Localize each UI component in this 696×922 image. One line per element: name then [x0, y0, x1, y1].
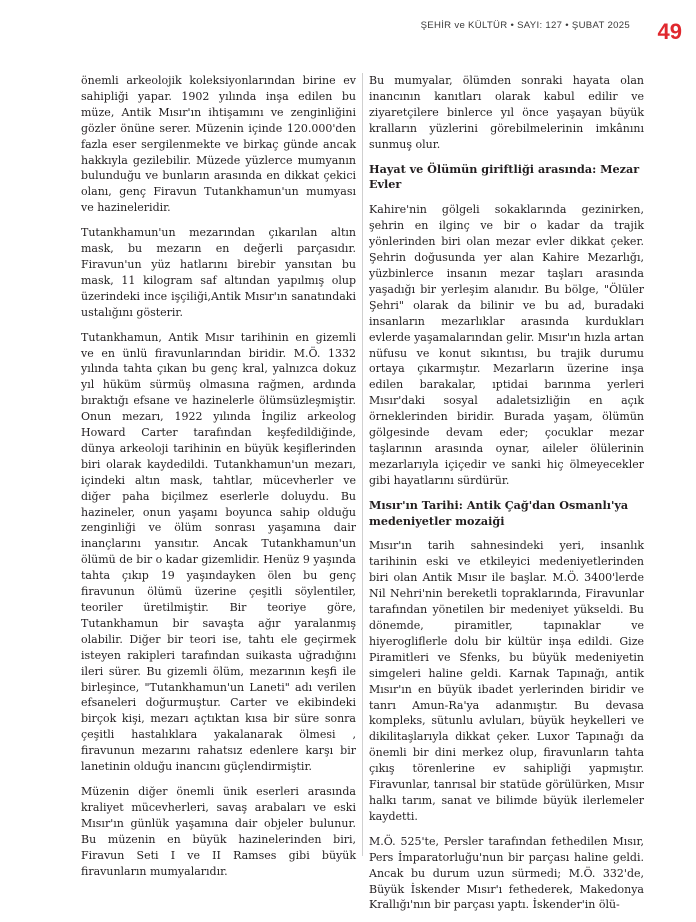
- paragraph-persian-conquest: M.Ö. 525'te, Persler tarafından fethedilen Mısır, Pers İmparatorluğu'nun bir parçası haline geldi. Ancak bu durum uzun sürmedi; M.Ö. 332'de, Büyük İskender Mısır'ı fethederek, Makedonya Krallığı'nın bir parçası yaptı. İskender'in ölü-: [369, 834, 644, 912]
- paragraph-golden-mask: Tutankhamun'un mezarından çıkarılan altın mask, bu mezarın en değerli parçasıdır. Firavun'un yüz hatlarını birebir yansıtan bu mask, 11 kilogram saf altından yapılmış olup üzerindeki ince işçiliği,Antik Mısır'ın sanatındaki ustalığını gösterir.: [81, 226, 356, 319]
- paragraph-ancient-egypt: Mısır'ın tarih sahnesindeki yeri, insanlık tarihinin eski ve etkileyici medeniyetlerinden biri olan Antik Mısır ile başlar. M.Ö. 3400'lerde Nil Nehri'nin bereketli topraklarında, Firavunlar tarafından yönetilen bir medeniyet yükseldi. Bu dönemde, piramitler, tapınaklar ve hiyerogliflerle dolu bir kültür inşa edildi. Gize Piramitleri ve Sfenks, bu büyük medeniyetin simgeleri haline geldi. Karnak Tapınağı, antik Mısır'ın en büyük ibadet yerlerinden biridir ve tanrı Amun-Ra'ya adanmıştır. Bu devasa kompleks, sütunlu avluları, büyük heykelleri ve dikilitaşlarıyla dikkat çeker. Luxor Tapınağı da önemli bir dini merkez olup, firavunların tahta çıkış törenlerine ev sahipliği yapmıştır. Firavunlar, tanrısal bir statüde görülürken, Mısır halkı tarım, sanat ve bilimde büyük ilerlemeler kaydetti.: [369, 539, 644, 823]
- heading-tomb-houses: Hayat ve Ölümün giriftliği arasında: Mezar Evler: [369, 161, 640, 192]
- paragraph-museum: önemli arkeolojik koleksiyonlarından birine ev sahipliği yapar. 1902 yılında inşa edilen bu müze, Antik Mısır'ın ihtişamını ve zenginliğini gözler önüne serer. Müzenin içinde 120.000'den fazla eser sergilenmekte ve birkaç günde ancak hakkıyla gezilebilir. Müzede yüzlerce mumyanın bulunduğu ve bunların arasında en dikkat çekici olanı, genç Firavun Tutankhamun'un mumyası ve hazineleridir.: [81, 74, 356, 215]
- paragraph-other-artifacts: Müzenin diğer önemli ünik eserleri arasında kraliyet mücevherleri, savaş arabaları ve eski Mısır'ın günlük yaşamına dair objeler bulunur. Bu müzenin en büyük hazinelerinden biri, Firavun Seti I ve II Ramses gibi büyük firavunların mumyalarıdır.: [81, 784, 356, 878]
- heading-egypt-history: Mısır'ın Tarihi: Antik Çağ'dan Osmanlı'ya medeniyetler mozaiği: [369, 497, 629, 528]
- right-column: [369, 73, 644, 922]
- paragraph-tutankhamun: Tutankhamun, Antik Mısır tarihinin en gizemli ve en ünlü firavunlarından biridir. M.Ö. 1332 yılında tahta çıkan bu genç kral, yalnızca dokuz yıl hüküm sürmüş olmasına rağmen, ardında bıraktığı efsane ve hazinelerle ölümsüzleşmiştir. Onun mezarı, 1922 yılında İngiliz arkeolog Howard Carter tarafından keşfedildiğinde, dünya arkeoloji tarihinin en büyük keşiflerinden biri olarak kaydedildi. Tutankhamun'un mezarı, içindeki altın mask, tahtlar, mücevherler ve diğer paha biçilmez eserlerle doluydu. Bu hazineler, onun yaşamı boyunca sahip olduğu zenginliği ve ölüm sonrası yaşamına dair inançlarını yansıtır. Ancak Tutankhamun'un ölümü de bir o kadar gizemlidir. Henüz 9 yaşında tahta çıkıp 19 yaşındayken ölen bu genç firavunun ölümü üzerine çeşitli söylentiler, teoriler üretilmiştir. Bir teoriye göre, Tutankhamun bir savaşta ağır yaralanmış olabilir. Diğer bir teori ise, tahtı ele geçirmek isteyen rakipleri tarafından suikasta uğradığını ileri sürer. Bu gizemli ölüm, mezarının keşfi ile birleşince, "Tutankhamun'un Laneti" adı verilen efsaneleri doğurmuştur. Carter ve ekibindeki birçok kişi, mezarı açtıktan kısa bir süre sonra çeşitli hastalıklara yakalanarak ölmesi , firavunun mezarını rahatsız edenlere karşı bir lanetinin olduğu inancını güçlendirmiştir.: [81, 330, 356, 774]
- left-column: [81, 73, 356, 888]
- paragraph-mummies: Bu mumyalar, ölümden sonraki hayata olan inancının kanıtları olarak kabul edilir ve ziyaretçilere binlerce yıl önce yaşayan büyük kralların yüzlerini görebilmelerinin imkânını sunmuş olur.: [369, 74, 644, 151]
- page-number: 49: [657, 19, 682, 44]
- running-head: ŞEHİR ve KÜLTÜR • SAYI: 127 • ŞUBAT 2025: [420, 20, 630, 31]
- paragraph-city-of-dead: Kahire'nin gölgeli sokaklarında gezinirken, şehrin en ilginç ve bir o kadar da trajik yönlerinden biri olan mezar evler dikkat çeker. Şehrin doğusunda yer alan Kahire Mezarlığı, yüzbinlerce insanın mezar taşları arasında yaşadığı bir yerleşim alanıdır. Bu bölge, "Ölüler Şehri" olarak da bilinir ve bu ad, buradaki insanların mezarlıklar arasında kurdukları evlerde yaşamalarından gelir. Mısır'ın hızla artan nüfusu ve konut sıkıntısı, bu trajik durumu ortaya çıkarmıştır. Mezarların üzerine inşa edilen barakalar, ıptidai barınma yerleri Mısır'daki sosyal adaletsizliğin en açık örneklerinden biridir. Burada yaşam, ölümün gölgesinde devam eder; çocuklar mezar taşlarının arasında oynar, aileler ölülerinin mezarlarıyla içiçedir ve sanki hiç ölmeyecekler gibi hayatlarını sürdürür.: [369, 203, 644, 487]
- column-divider: [362, 73, 363, 856]
